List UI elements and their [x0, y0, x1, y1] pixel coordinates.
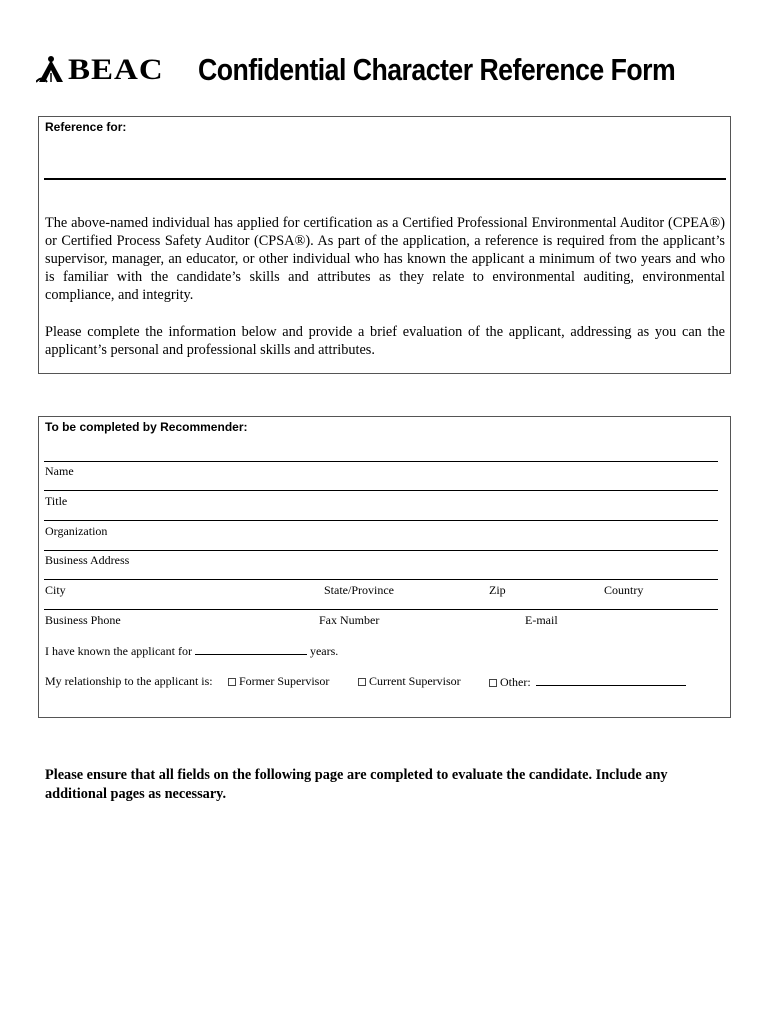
name-field-label: Name [45, 464, 74, 478]
organization-line[interactable] [44, 520, 718, 521]
intro-paragraph: The above-named individual has applied for certification as a Certified Professional Environmental Auditor (CPEA®) or Certified Process Safety Auditor (CPSA®). As part of the application, a reference is required from the applicant’s supervisor, manager, an educator, or other individual who has known the applicant a minimum of two years and who is familiar with the candidate’s skills and attributes as they relate to environmental auditing, environmental compliance, and integrity. [45, 215, 725, 303]
address-field-label: Business Address [45, 553, 130, 567]
email-field-label: E-mail [525, 613, 558, 627]
current-supervisor-option[interactable] [358, 674, 461, 688]
former-supervisor-checkbox[interactable] [228, 678, 236, 686]
other-input[interactable] [536, 674, 686, 686]
city-field-label: City [45, 583, 66, 597]
former-supervisor-label: Former Supervisor [239, 674, 330, 688]
years-known-row [45, 643, 338, 658]
tree-logo-icon [36, 55, 66, 85]
title-line[interactable] [44, 490, 718, 491]
relationship-label: My relationship to the applicant is: [45, 674, 213, 688]
reference-for-line[interactable] [44, 178, 726, 180]
former-supervisor-option[interactable] [228, 674, 329, 688]
phone-field-label: Business Phone [45, 613, 121, 627]
phone-line[interactable] [44, 609, 718, 610]
reference-for-label: Reference for: [45, 120, 127, 134]
logo-text: BEAC [68, 53, 164, 87]
state-field-label: State/Province [324, 583, 394, 597]
page-header [36, 48, 736, 92]
beac-logo [36, 54, 164, 86]
other-option[interactable] [489, 674, 686, 689]
title-field-label: Title [45, 494, 68, 508]
current-supervisor-checkbox[interactable] [358, 678, 366, 686]
recommender-label: To be completed by Recommender: [45, 420, 248, 434]
footer-notice: Please ensure that all fields on the following page are completed to evaluate the candidate. Include any additional pages as necessary. [45, 767, 668, 802]
zip-field-label: Zip [489, 583, 506, 597]
fax-field-label: Fax Number [319, 613, 380, 627]
address-line[interactable] [44, 550, 718, 551]
years-known-suffix: years. [309, 644, 339, 658]
years-known-input[interactable] [195, 643, 307, 655]
country-field-label: Country [604, 583, 644, 597]
city-line[interactable] [44, 579, 718, 580]
page-title: Confidential Character Reference Form [198, 52, 676, 87]
years-known-prefix: I have known the applicant for [45, 644, 192, 658]
other-checkbox[interactable] [489, 679, 497, 687]
other-label: Other: [500, 675, 531, 689]
name-line[interactable] [44, 461, 718, 462]
organization-field-label: Organization [45, 524, 108, 538]
instructions-paragraph: Please complete the information below and provide a brief evaluation of the applicant, addressing as you can the applicant’s personal and professional skills and attributes. [45, 324, 725, 358]
current-supervisor-label: Current Supervisor [369, 674, 461, 688]
